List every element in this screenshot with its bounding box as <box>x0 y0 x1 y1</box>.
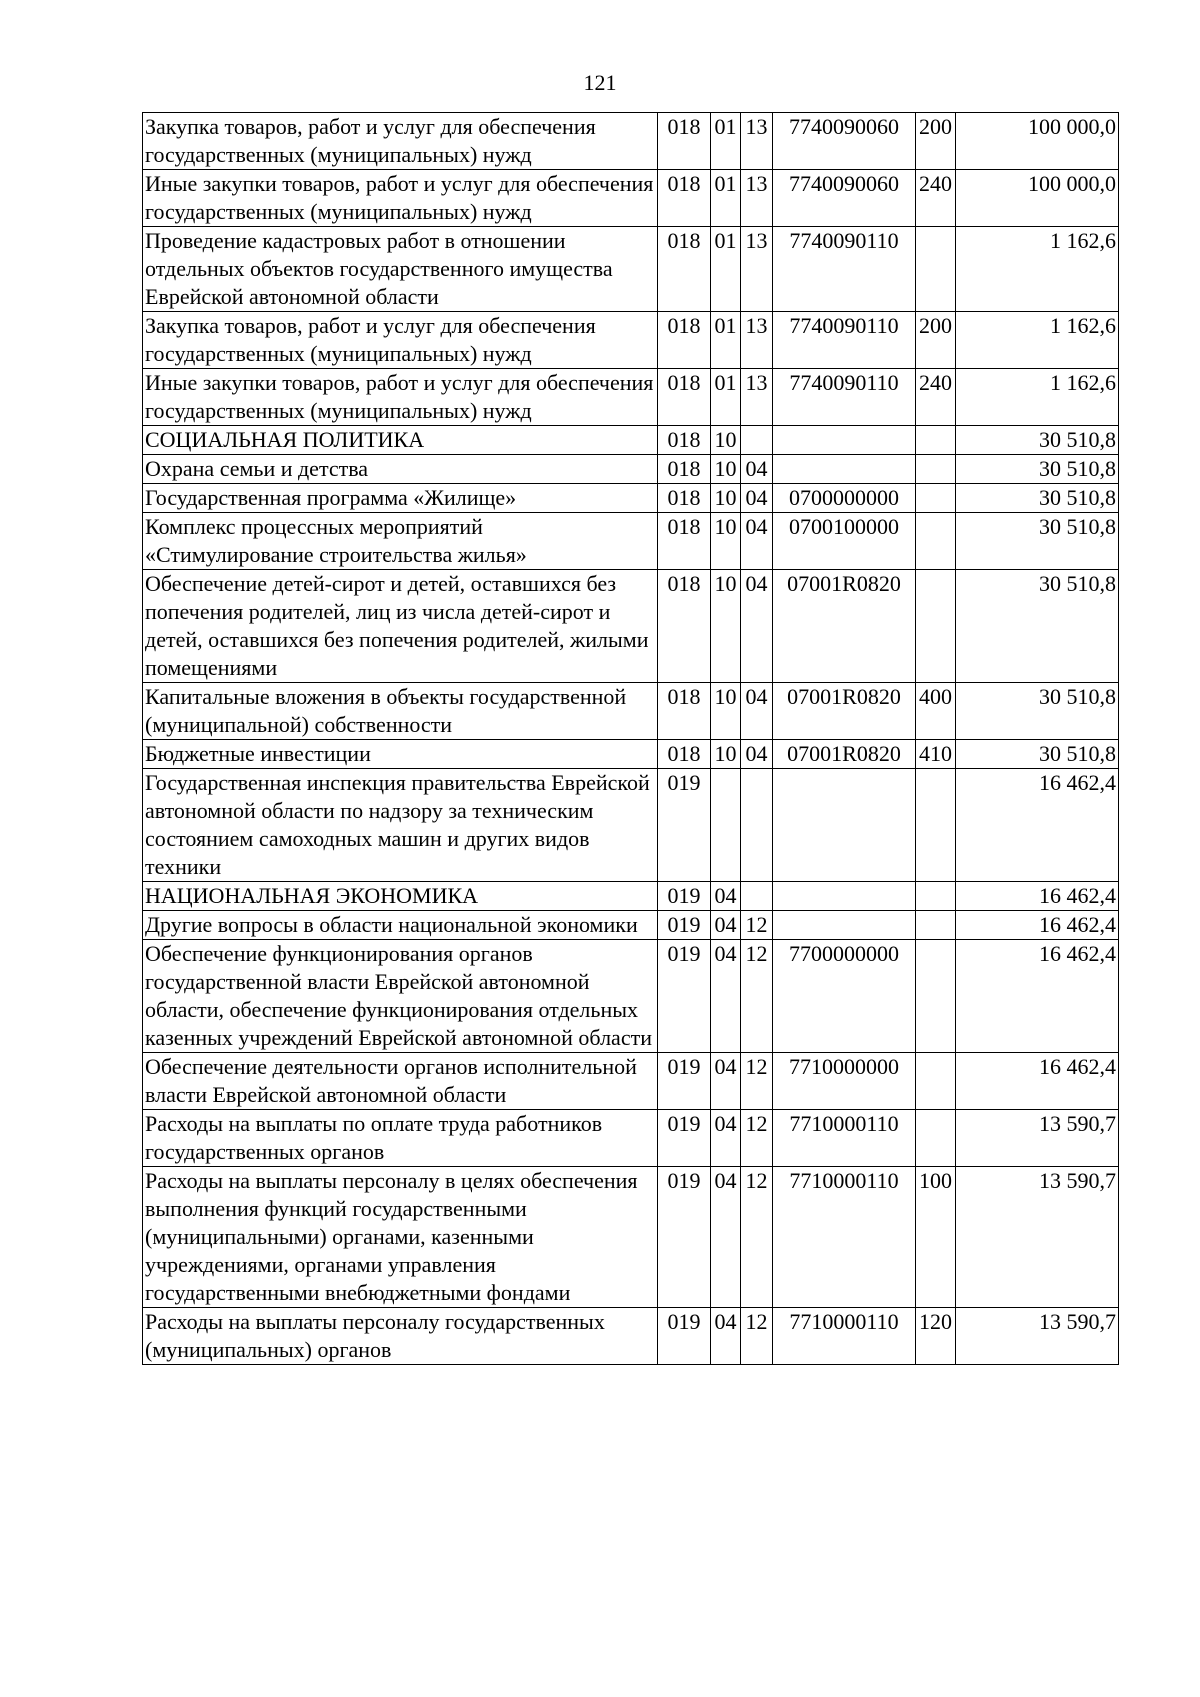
amount-cell: 30 510,8 <box>956 570 1119 683</box>
row-name-cell: СОЦИАЛЬНАЯ ПОЛИТИКА <box>143 426 658 455</box>
subsection-code-cell: 12 <box>741 1308 773 1365</box>
amount-cell: 1 162,6 <box>956 227 1119 312</box>
amount-cell: 30 510,8 <box>956 484 1119 513</box>
row-name-cell: Проведение кадастровых работ в отношении отдельных объектов государственного имущества Еврейской автономной области <box>143 227 658 312</box>
expense-type-cell: 120 <box>916 1308 956 1365</box>
row-name-cell: Государственная инспекция правительства Еврейской автономной области по надзору за техническим состоянием самоходных машин и других видов техники <box>143 769 658 882</box>
subsection-code-cell: 13 <box>741 369 773 426</box>
table-row <box>143 1110 1119 1167</box>
section-code-cell: 10 <box>711 740 741 769</box>
target-code-cell <box>773 769 916 882</box>
target-code-cell: 7740090110 <box>773 227 916 312</box>
expense-type-cell <box>916 513 956 570</box>
expense-type-cell: 100 <box>916 1167 956 1308</box>
section-code-cell: 10 <box>711 683 741 740</box>
amount-cell: 30 510,8 <box>956 426 1119 455</box>
amount-cell: 1 162,6 <box>956 312 1119 369</box>
table-row <box>143 1053 1119 1110</box>
row-name-cell: Обеспечение функционирования органов государственной власти Еврейской автономной области, обеспечение функционирования отдельных казенных учреждений Еврейской автономной области <box>143 940 658 1053</box>
amount-cell: 16 462,4 <box>956 911 1119 940</box>
expense-type-cell <box>916 1053 956 1110</box>
row-name-cell: Иные закупки товаров, работ и услуг для обеспечения государственных (муниципальных) нужд <box>143 170 658 227</box>
amount-cell: 13 590,7 <box>956 1167 1119 1308</box>
table-row <box>143 940 1119 1053</box>
ministry-code-cell: 019 <box>658 940 711 1053</box>
section-code-cell: 10 <box>711 426 741 455</box>
amount-cell: 100 000,0 <box>956 113 1119 170</box>
target-code-cell: 7710000110 <box>773 1167 916 1308</box>
ministry-code-cell: 018 <box>658 683 711 740</box>
amount-cell: 16 462,4 <box>956 769 1119 882</box>
subsection-code-cell: 13 <box>741 227 773 312</box>
table-row <box>143 426 1119 455</box>
table-row <box>143 227 1119 312</box>
subsection-code-cell: 13 <box>741 170 773 227</box>
table-row <box>143 683 1119 740</box>
ministry-code-cell: 018 <box>658 113 711 170</box>
section-code-cell: 01 <box>711 227 741 312</box>
amount-cell: 16 462,4 <box>956 882 1119 911</box>
subsection-code-cell: 13 <box>741 312 773 369</box>
ministry-code-cell: 018 <box>658 513 711 570</box>
section-code-cell: 01 <box>711 369 741 426</box>
table-row <box>143 740 1119 769</box>
ministry-code-cell: 018 <box>658 740 711 769</box>
subsection-code-cell: 12 <box>741 1167 773 1308</box>
row-name-cell: Охрана семьи и детства <box>143 455 658 484</box>
row-name-cell: Комплекс процессных мероприятий «Стимулирование строительства жилья» <box>143 513 658 570</box>
expense-type-cell <box>916 911 956 940</box>
row-name-cell: НАЦИОНАЛЬНАЯ ЭКОНОМИКА <box>143 882 658 911</box>
row-name-cell: Бюджетные инвестиции <box>143 740 658 769</box>
row-name-cell: Закупка товаров, работ и услуг для обеспечения государственных (муниципальных) нужд <box>143 113 658 170</box>
amount-cell: 16 462,4 <box>956 1053 1119 1110</box>
section-code-cell: 04 <box>711 1053 741 1110</box>
target-code-cell: 07001R0820 <box>773 683 916 740</box>
ministry-code-cell: 019 <box>658 1308 711 1365</box>
subsection-code-cell: 12 <box>741 1053 773 1110</box>
expense-type-cell <box>916 484 956 513</box>
table-row <box>143 911 1119 940</box>
subsection-code-cell: 04 <box>741 513 773 570</box>
target-code-cell <box>773 911 916 940</box>
target-code-cell: 7740090060 <box>773 113 916 170</box>
table-row <box>143 369 1119 426</box>
section-code-cell: 04 <box>711 1308 741 1365</box>
expense-type-cell: 200 <box>916 113 956 170</box>
section-code-cell: 04 <box>711 1167 741 1308</box>
amount-cell: 30 510,8 <box>956 683 1119 740</box>
section-code-cell: 10 <box>711 570 741 683</box>
budget-table <box>142 112 1119 1365</box>
expense-type-cell <box>916 570 956 683</box>
subsection-code-cell <box>741 769 773 882</box>
amount-cell: 16 462,4 <box>956 940 1119 1053</box>
ministry-code-cell: 019 <box>658 769 711 882</box>
table-row <box>143 1308 1119 1365</box>
row-name-cell: Другие вопросы в области национальной экономики <box>143 911 658 940</box>
row-name-cell: Обеспечение деятельности органов исполнительной власти Еврейской автономной области <box>143 1053 658 1110</box>
subsection-code-cell: 12 <box>741 1110 773 1167</box>
table-row <box>143 769 1119 882</box>
subsection-code-cell: 04 <box>741 484 773 513</box>
row-name-cell: Иные закупки товаров, работ и услуг для обеспечения государственных (муниципальных) нужд <box>143 369 658 426</box>
target-code-cell <box>773 455 916 484</box>
section-code-cell: 01 <box>711 312 741 369</box>
section-code-cell <box>711 769 741 882</box>
target-code-cell: 7710000000 <box>773 1053 916 1110</box>
target-code-cell: 07001R0820 <box>773 740 916 769</box>
target-code-cell: 7710000110 <box>773 1308 916 1365</box>
row-name-cell: Капитальные вложения в объекты государственной (муниципальной) собственности <box>143 683 658 740</box>
section-code-cell: 10 <box>711 455 741 484</box>
section-code-cell: 04 <box>711 1110 741 1167</box>
table-row <box>143 170 1119 227</box>
ministry-code-cell: 018 <box>658 227 711 312</box>
expense-type-cell <box>916 882 956 911</box>
target-code-cell: 0700100000 <box>773 513 916 570</box>
subsection-code-cell <box>741 882 773 911</box>
subsection-code-cell: 12 <box>741 940 773 1053</box>
subsection-code-cell <box>741 426 773 455</box>
target-code-cell: 7700000000 <box>773 940 916 1053</box>
row-name-cell: Государственная программа «Жилище» <box>143 484 658 513</box>
ministry-code-cell: 019 <box>658 1053 711 1110</box>
expense-type-cell <box>916 426 956 455</box>
ministry-code-cell: 018 <box>658 484 711 513</box>
amount-cell: 13 590,7 <box>956 1308 1119 1365</box>
section-code-cell: 10 <box>711 484 741 513</box>
section-code-cell: 04 <box>711 882 741 911</box>
target-code-cell: 7740090060 <box>773 170 916 227</box>
section-code-cell: 01 <box>711 170 741 227</box>
target-code-cell: 07001R0820 <box>773 570 916 683</box>
expense-type-cell <box>916 1110 956 1167</box>
page-number: 121 <box>583 70 617 95</box>
ministry-code-cell: 018 <box>658 570 711 683</box>
section-code-cell: 04 <box>711 911 741 940</box>
ministry-code-cell: 019 <box>658 882 711 911</box>
ministry-code-cell: 019 <box>658 1110 711 1167</box>
table-row <box>143 484 1119 513</box>
table-row <box>143 113 1119 170</box>
ministry-code-cell: 018 <box>658 455 711 484</box>
row-name-cell: Расходы на выплаты персоналу в целях обеспечения выполнения функций государственными (муниципальными) органами, казенными учреждениями, органами управления государственными внебюджетными фондами <box>143 1167 658 1308</box>
expense-type-cell: 200 <box>916 312 956 369</box>
expense-type-cell: 400 <box>916 683 956 740</box>
row-name-cell: Закупка товаров, работ и услуг для обеспечения государственных (муниципальных) нужд <box>143 312 658 369</box>
expense-type-cell <box>916 227 956 312</box>
target-code-cell <box>773 426 916 455</box>
target-code-cell: 7740090110 <box>773 312 916 369</box>
ministry-code-cell: 018 <box>658 170 711 227</box>
amount-cell: 30 510,8 <box>956 740 1119 769</box>
ministry-code-cell: 018 <box>658 426 711 455</box>
amount-cell: 30 510,8 <box>956 513 1119 570</box>
subsection-code-cell: 04 <box>741 740 773 769</box>
amount-cell: 100 000,0 <box>956 170 1119 227</box>
target-code-cell: 7740090110 <box>773 369 916 426</box>
subsection-code-cell: 13 <box>741 113 773 170</box>
expense-type-cell: 410 <box>916 740 956 769</box>
expense-type-cell <box>916 940 956 1053</box>
table-row <box>143 455 1119 484</box>
row-name-cell: Обеспечение детей-сирот и детей, оставшихся без попечения родителей, лиц из числа детей-сирот и детей, оставшихся без попечения родителей, жилыми помещениями <box>143 570 658 683</box>
section-code-cell: 01 <box>711 113 741 170</box>
target-code-cell <box>773 882 916 911</box>
ministry-code-cell: 019 <box>658 1167 711 1308</box>
subsection-code-cell: 04 <box>741 683 773 740</box>
amount-cell: 1 162,6 <box>956 369 1119 426</box>
expense-type-cell: 240 <box>916 369 956 426</box>
ministry-code-cell: 019 <box>658 911 711 940</box>
row-name-cell: Расходы на выплаты персоналу государственных (муниципальных) органов <box>143 1308 658 1365</box>
expense-type-cell: 240 <box>916 170 956 227</box>
amount-cell: 13 590,7 <box>956 1110 1119 1167</box>
table-body <box>143 113 1119 1365</box>
expense-type-cell <box>916 455 956 484</box>
expense-type-cell <box>916 769 956 882</box>
table-row <box>143 312 1119 369</box>
target-code-cell: 7710000110 <box>773 1110 916 1167</box>
section-code-cell: 10 <box>711 513 741 570</box>
table-row <box>143 882 1119 911</box>
subsection-code-cell: 04 <box>741 570 773 683</box>
table-row <box>143 570 1119 683</box>
ministry-code-cell: 018 <box>658 369 711 426</box>
table-row <box>143 513 1119 570</box>
subsection-code-cell: 04 <box>741 455 773 484</box>
row-name-cell: Расходы на выплаты по оплате труда работников государственных органов <box>143 1110 658 1167</box>
amount-cell: 30 510,8 <box>956 455 1119 484</box>
target-code-cell: 0700000000 <box>773 484 916 513</box>
subsection-code-cell: 12 <box>741 911 773 940</box>
section-code-cell: 04 <box>711 940 741 1053</box>
ministry-code-cell: 018 <box>658 312 711 369</box>
table-row <box>143 1167 1119 1308</box>
